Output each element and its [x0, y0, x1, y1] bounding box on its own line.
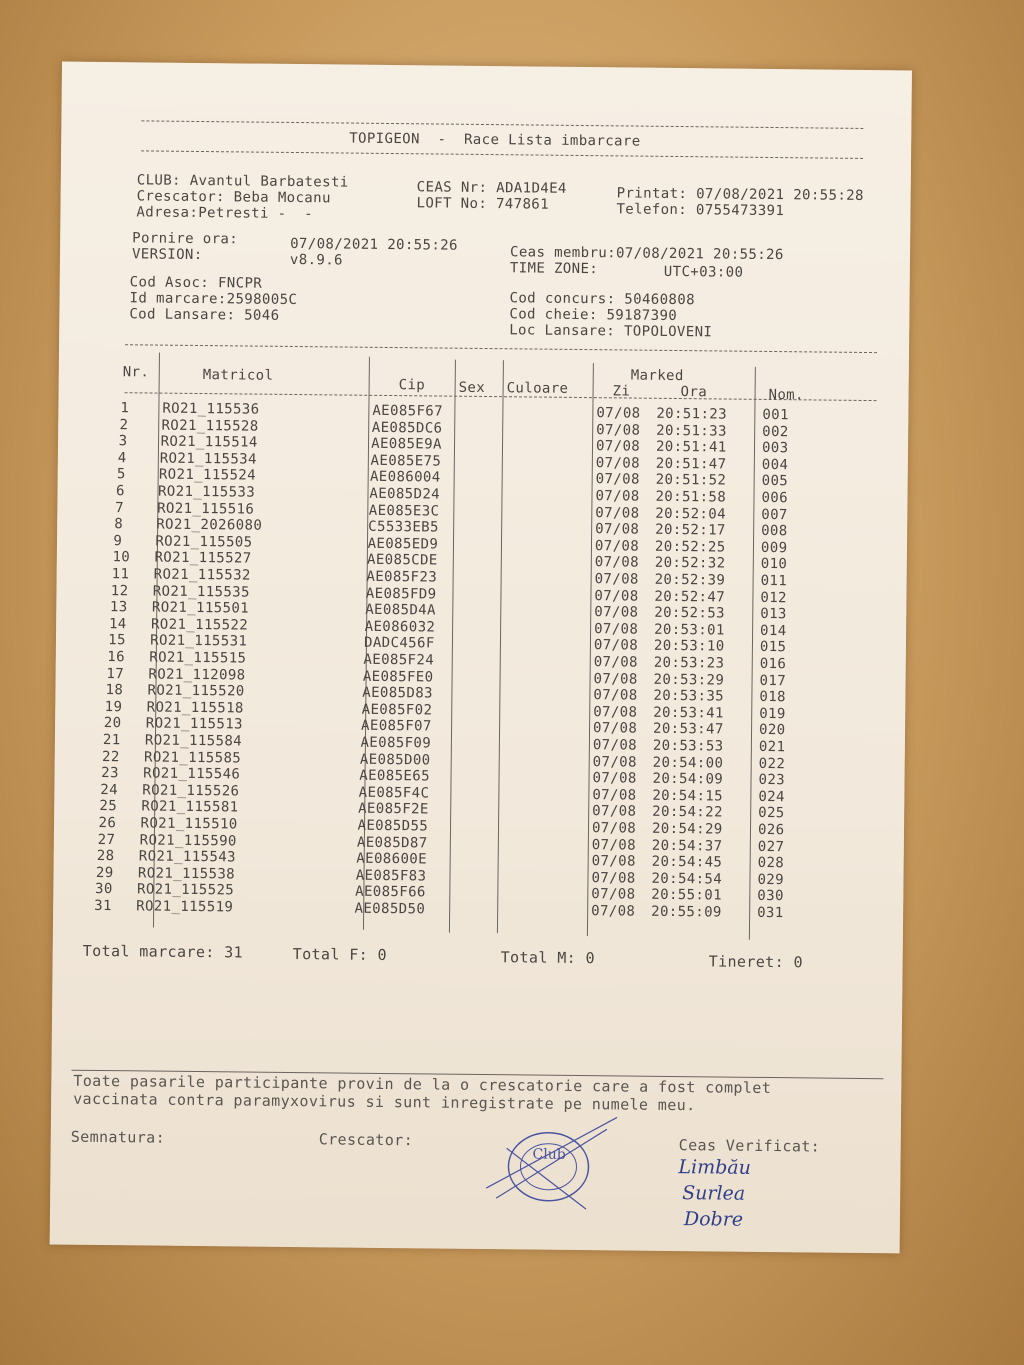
cell-ora: 20:51:47 — [655, 455, 727, 473]
cell-ora: 20:55:01 — [651, 887, 723, 904]
cell-ora: 20:54:54 — [651, 870, 723, 888]
ceas-nr: CEAS Nr: ADA1D4E4 — [416, 179, 567, 197]
cell-ora: 20:54:22 — [652, 804, 723, 821]
cell-nom: 007 — [761, 506, 788, 523]
cell-zi: 07/08 — [595, 438, 641, 455]
cell-zi: 07/08 — [592, 737, 638, 754]
cell-zi: 07/08 — [591, 820, 637, 837]
cell-zi: 07/08 — [593, 637, 639, 655]
cell-cip: AE085CDE — [366, 552, 438, 569]
cell-ora: 20:52:53 — [654, 604, 726, 622]
cell-ora: 20:52:25 — [654, 538, 726, 556]
cell-matricol: RO21_115513 — [145, 715, 243, 733]
cell-cip: AE085D00 — [359, 751, 431, 769]
cell-ora: 20:51:23 — [656, 405, 728, 423]
cell-cip: AE085FE0 — [362, 668, 434, 686]
cell-matricol: RO21_115535 — [152, 583, 250, 601]
cell-zi: 07/08 — [594, 537, 640, 555]
cell-matricol: RO21_115584 — [144, 732, 243, 750]
cell-nom: 022 — [758, 755, 786, 772]
cell-matricol: RO21_115520 — [147, 682, 245, 700]
cell-zi: 07/08 — [594, 571, 639, 588]
cell-nom: 004 — [761, 456, 789, 473]
cell-nr: 5 — [116, 466, 126, 483]
cell-nr: 18 — [105, 682, 124, 699]
signature-limbau: Limbău — [678, 1156, 752, 1179]
cell-cip: AE085ED9 — [367, 535, 439, 553]
cell-matricol: RO21_112098 — [148, 666, 246, 684]
cell-cip: AE085D55 — [357, 817, 429, 835]
cell-cip: AE086004 — [369, 469, 441, 486]
cell-zi: 07/08 — [591, 869, 636, 887]
cell-matricol: RO21_115533 — [157, 483, 256, 501]
cell-nom: 012 — [760, 589, 788, 606]
cell-nr: 21 — [102, 732, 121, 749]
cell-zi: 07/08 — [591, 853, 636, 870]
cell-cip: AE085D83 — [362, 684, 434, 702]
cell-cip: AE086032 — [364, 618, 436, 636]
cell-zi: 07/08 — [595, 504, 640, 522]
cell-ora: 20:52:17 — [655, 521, 726, 539]
cell-ora: 20:54:37 — [651, 837, 723, 855]
cell-nom: 024 — [758, 788, 785, 805]
cell-cip: AE085F66 — [355, 884, 426, 901]
crescator-signature-label: Crescator: — [318, 1130, 414, 1150]
cell-nr: 10 — [112, 549, 131, 566]
cell-zi: 07/08 — [593, 703, 638, 721]
cell-matricol: RO21_115505 — [155, 533, 253, 551]
cell-zi: 07/08 — [591, 903, 636, 920]
cell-nr: 29 — [95, 864, 114, 881]
cell-nom: 010 — [760, 556, 788, 573]
cell-matricol: RO21_115510 — [140, 815, 238, 833]
cell-zi: 07/08 — [594, 620, 639, 638]
cell-matricol: RO21_115519 — [136, 898, 234, 916]
cell-nom: 019 — [759, 705, 786, 722]
cell-nom: 029 — [757, 871, 785, 888]
cell-nom: 025 — [758, 805, 785, 822]
cell-zi: 07/08 — [596, 405, 641, 422]
cell-matricol: RO21_115501 — [151, 599, 250, 617]
cell-nom: 006 — [761, 489, 789, 507]
cell-nr: 13 — [109, 599, 128, 616]
cell-nr: 15 — [108, 632, 126, 649]
document-page — [50, 62, 912, 1254]
cell-cip: AE085F07 — [361, 718, 432, 735]
declaration-line-2: vaccinata contra paramyxovirus si sunt inregistrate pe numele meu. — [73, 1089, 696, 1115]
cell-zi: 07/08 — [593, 670, 638, 688]
cell-nr: 22 — [101, 748, 120, 765]
cell-nom: 015 — [759, 639, 787, 656]
cell-cip: AE085D4A — [365, 601, 436, 619]
cell-ora: 20:53:01 — [654, 621, 725, 639]
cell-cip: DADC456F — [363, 635, 435, 652]
cell-nom: 017 — [759, 672, 787, 689]
col-header-matricol: Matricol — [202, 367, 274, 384]
cell-nom: 002 — [762, 423, 789, 440]
cell-matricol: RO21_115514 — [160, 433, 258, 451]
telefon: Telefon: 0755473391 — [616, 201, 785, 220]
cell-matricol: RO21_115516 — [157, 500, 255, 518]
total-f: Total F: 0 — [292, 945, 388, 965]
cell-ora: 20:52:32 — [654, 555, 726, 572]
cell-nr: 19 — [104, 698, 123, 716]
cell-matricol: RO21_115581 — [141, 798, 239, 816]
cell-nom: 021 — [758, 738, 786, 756]
cell-nr: 28 — [96, 848, 115, 865]
cell-matricol: RO21_115524 — [158, 466, 257, 484]
cell-matricol: RO21_115532 — [153, 566, 251, 584]
cell-cip: AE085E65 — [359, 767, 431, 785]
cod-lansare: Cod Lansare: 5046 — [129, 306, 280, 324]
time-zone-value: UTC+03:00 — [663, 263, 744, 281]
semnatura-label: Semnatura: — [70, 1127, 166, 1147]
cell-matricol: RO21_115525 — [136, 881, 235, 899]
cell-ora: 20:55:09 — [651, 903, 722, 921]
cell-zi: 07/08 — [595, 471, 640, 489]
cell-nom: 028 — [757, 855, 785, 872]
cell-ora: 20:53:10 — [653, 638, 725, 655]
cell-nom: 013 — [760, 606, 787, 623]
cell-zi: 07/08 — [593, 654, 639, 671]
total-m: Total M: 0 — [500, 948, 596, 968]
cell-cip: AE085F23 — [366, 568, 438, 586]
cell-cip: AE085F67 — [372, 402, 444, 420]
cell-zi: 07/08 — [591, 836, 637, 854]
cell-zi: 07/08 — [594, 604, 639, 621]
cell-cip: AE085F24 — [363, 651, 435, 669]
cell-matricol: RO21_115534 — [159, 450, 257, 468]
cell-nr: 6 — [115, 483, 125, 500]
loft-no: LOFT No: 747861 — [416, 195, 550, 213]
cell-matricol: RO21_115590 — [139, 831, 237, 850]
cell-zi: 07/08 — [594, 554, 640, 572]
pornire-label: Pornire ora: — [132, 230, 239, 248]
printat: Printat: 07/08/2021 20:55:28 — [616, 185, 864, 204]
title-top-border — [141, 120, 863, 129]
cell-nom: 011 — [760, 572, 788, 590]
cell-cip: AE085F83 — [355, 867, 427, 885]
col-header-zi: Zi — [612, 383, 631, 400]
cell-ora: 20:54:00 — [652, 754, 724, 772]
cell-nr: 20 — [103, 715, 122, 732]
cell-zi: 07/08 — [592, 720, 638, 737]
cell-zi: 07/08 — [592, 770, 637, 787]
cell-cip: AE085E75 — [370, 452, 442, 470]
cell-matricol: RO21_115518 — [146, 699, 244, 717]
cell-nr: 27 — [97, 831, 116, 848]
cell-nr: 31 — [94, 897, 112, 915]
cell-nom: 020 — [758, 722, 786, 739]
cell-cip: AE085D50 — [354, 900, 426, 918]
cell-zi: 07/08 — [595, 488, 640, 505]
cell-nom: 018 — [759, 689, 786, 706]
cell-matricol: RO21_115515 — [149, 649, 247, 667]
cell-matricol: RO21_115536 — [162, 400, 260, 418]
cell-nr: 9 — [113, 532, 123, 550]
cell-cip: AE08600E — [356, 850, 428, 868]
table-header-bottom-border — [125, 392, 877, 401]
cod-cheie: Cod cheie: 59187390 — [509, 306, 678, 325]
col-header-nr: Nr. — [122, 364, 150, 381]
signature-dobre: Dobre — [683, 1208, 744, 1231]
cell-nr: 4 — [117, 449, 127, 467]
cell-zi: 07/08 — [596, 421, 641, 439]
cell-nr: 12 — [110, 582, 129, 599]
cell-matricol: RO21_115546 — [143, 765, 241, 783]
club-name: CLUB: Avantul Barbatesti — [136, 172, 349, 191]
col-header-culoare: Culoare — [506, 380, 569, 397]
club-stamp — [476, 1108, 627, 1220]
cell-zi: 07/08 — [594, 587, 639, 605]
adresa: Adresa:Petresti - - — [136, 204, 314, 223]
ceas-membru: Ceas membru:07/08/2021 20:55:26 — [509, 244, 784, 264]
cell-nom: 016 — [759, 655, 787, 673]
cell-nr: 8 — [114, 516, 124, 533]
cell-cip: AE085F02 — [361, 701, 433, 719]
cell-nr: 23 — [101, 765, 119, 782]
cell-ora: 20:53:53 — [652, 737, 724, 755]
cell-nr: 24 — [100, 781, 119, 798]
cell-ora: 20:52:39 — [654, 571, 726, 589]
col-header-marked: Marked — [630, 367, 684, 385]
cell-cip: AE085E9A — [371, 435, 442, 453]
cell-nr: 2 — [119, 416, 129, 433]
page-title: TOPIGEON - Race Lista imbarcare — [349, 130, 641, 150]
signature-surlea: Surlea — [682, 1182, 746, 1205]
cell-nom: 026 — [757, 821, 785, 839]
cell-zi: 07/08 — [595, 521, 640, 538]
cell-ora: 20:54:09 — [652, 770, 724, 788]
cell-ora: 20:54:29 — [651, 820, 723, 838]
cell-zi: 07/08 — [592, 786, 637, 804]
col-header-sex: Sex — [458, 379, 486, 396]
cell-matricol: RO21_115527 — [154, 549, 252, 567]
cell-nom: 009 — [760, 539, 788, 556]
cell-nom: 008 — [761, 523, 788, 540]
cell-zi: 07/08 — [592, 753, 637, 771]
cell-matricol: RO21_115526 — [142, 782, 240, 800]
table-top-border — [125, 344, 877, 353]
cell-ora: 20:51:33 — [656, 422, 727, 440]
id-marcare: Id marcare:2598005C — [129, 290, 298, 309]
total-marcare: Total marcare: 31 — [82, 941, 244, 962]
cell-nom: 023 — [758, 772, 786, 789]
cell-zi: 07/08 — [592, 803, 637, 820]
cell-nom: 014 — [760, 622, 787, 639]
cell-ora: 20:53:35 — [653, 687, 725, 705]
cell-nr: 16 — [107, 649, 126, 666]
version-value: v8.9.6 — [289, 251, 344, 269]
cell-nr: 17 — [106, 665, 125, 682]
col-header-nom: Nom. — [768, 386, 804, 404]
cell-nom: 005 — [761, 473, 789, 490]
cell-nr: 1 — [120, 400, 130, 417]
cell-nr: 11 — [111, 566, 130, 583]
cell-ora: 20:53:41 — [653, 704, 724, 722]
cell-cip: AE085E3C — [368, 502, 440, 520]
total-tineret: Tineret: 0 — [708, 952, 804, 972]
cell-nr: 14 — [108, 615, 127, 633]
cell-cip: AE085DC6 — [371, 419, 443, 437]
title-bottom-border — [141, 150, 863, 159]
stamp-text: Club — [532, 1146, 566, 1163]
cell-matricol: RO21_115538 — [137, 865, 236, 883]
cell-nr: 25 — [99, 798, 118, 815]
cell-ora: 20:51:41 — [655, 438, 727, 456]
cell-ora: 20:51:58 — [655, 488, 727, 506]
cod-asoc: Cod Asoc: FNCPR — [129, 274, 263, 292]
cell-ora: 20:51:52 — [655, 472, 727, 489]
cell-nr: 30 — [94, 881, 113, 898]
cell-nr: 7 — [115, 499, 125, 516]
cell-matricol: RO21_115522 — [150, 616, 249, 634]
cell-cip: AE085D24 — [369, 485, 441, 503]
cell-cip: AE085FD9 — [365, 585, 437, 603]
cell-nom: 003 — [761, 440, 789, 457]
cell-nom: 001 — [762, 406, 789, 424]
cell-matricol: RO21_2026080 — [156, 516, 263, 534]
cell-cip: AE085D87 — [356, 834, 428, 852]
cell-nom: 030 — [757, 888, 784, 905]
cell-ora: 20:52:47 — [654, 588, 726, 606]
col-header-ora: Ora — [680, 384, 708, 401]
cell-ora: 20:54:45 — [651, 853, 723, 871]
cell-zi: 07/08 — [595, 454, 641, 472]
cell-cip: AE085F4C — [358, 784, 430, 802]
cod-concurs: Cod concurs: 50460808 — [509, 290, 696, 309]
col-header-cip: Cip — [398, 377, 426, 394]
time-zone-label: TIME ZONE: — [509, 260, 599, 278]
cell-cip: C5533EB5 — [368, 518, 439, 536]
cell-cip: AE085F09 — [360, 734, 432, 752]
cell-ora: 20:52:04 — [655, 505, 727, 523]
cell-ora: 20:53:29 — [653, 671, 725, 689]
cell-matricol: RO21_115531 — [150, 632, 248, 650]
cell-ora: 20:53:47 — [652, 721, 724, 738]
cell-nom: 031 — [757, 904, 784, 922]
cell-nr: 26 — [98, 814, 117, 832]
cell-matricol: RO21_115543 — [138, 848, 236, 866]
version-label: VERSION: — [131, 246, 203, 264]
crescator-name: Crescator: Beba Mocanu — [136, 188, 331, 207]
cell-nom: 027 — [757, 838, 785, 855]
cell-matricol: RO21_115528 — [161, 417, 259, 435]
declaration-line-1: Toate pasarile participante provin de la o crescatorie care a fost complet — [73, 1071, 772, 1098]
cell-nr: 3 — [118, 433, 128, 450]
loc-lansare: Loc Lansare: TOPOLOVENI — [509, 322, 713, 341]
cell-ora: 20:54:15 — [652, 787, 724, 805]
cell-cip: AE085F2E — [358, 801, 429, 818]
cell-zi: 07/08 — [591, 886, 636, 903]
cell-ora: 20:53:23 — [653, 654, 725, 672]
pornire-value: 07/08/2021 20:55:26 — [290, 235, 458, 254]
cell-matricol: RO21_115585 — [143, 749, 242, 767]
cell-zi: 07/08 — [593, 687, 638, 704]
ceas-verificat-label: Ceas Verificat: — [678, 1136, 821, 1156]
